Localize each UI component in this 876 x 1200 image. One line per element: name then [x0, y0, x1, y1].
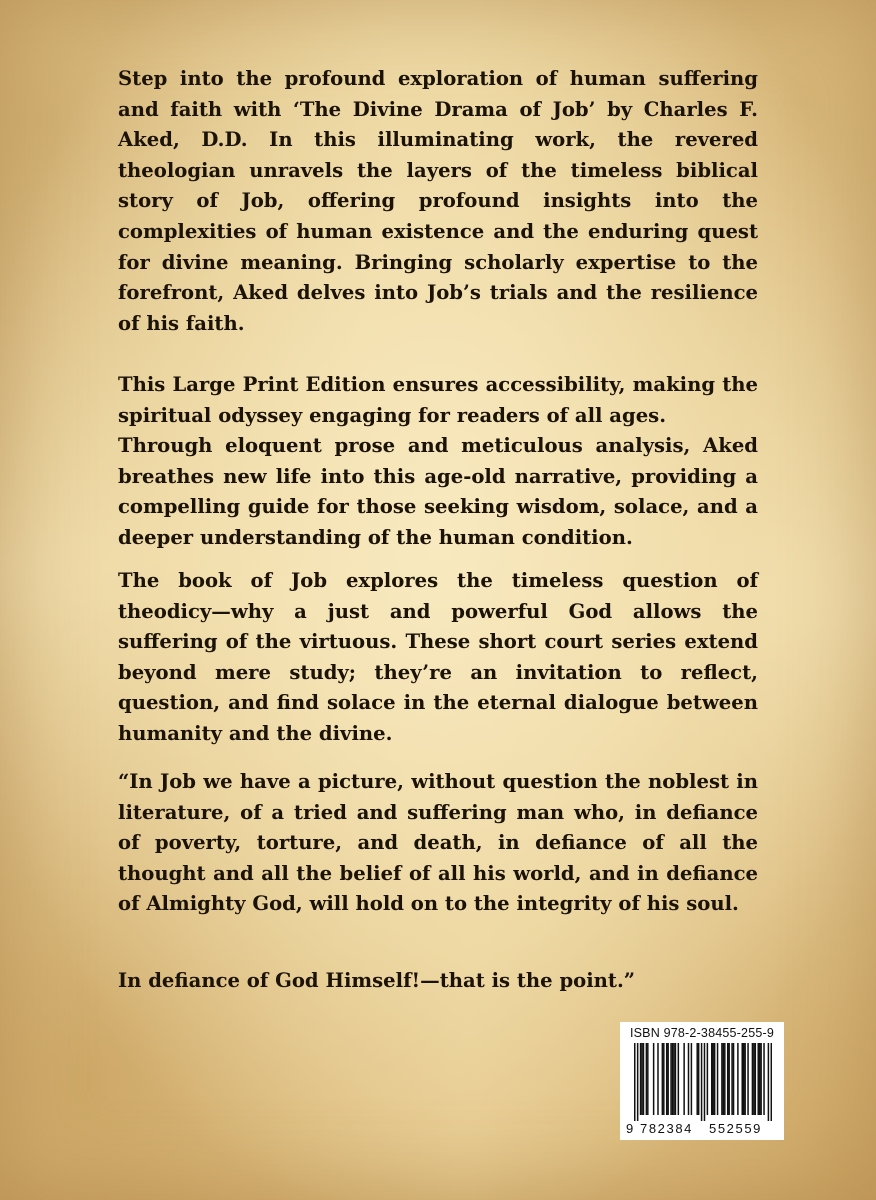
barcode-bar — [771, 1043, 772, 1121]
barcode-bars — [634, 1043, 772, 1121]
barcode-bar — [653, 1043, 655, 1115]
barcode-bar — [663, 1043, 665, 1115]
barcode-bar — [717, 1043, 719, 1115]
barcode-digits-right: 552559 — [709, 1121, 762, 1136]
barcode-bar — [711, 1043, 713, 1115]
barcode-bar — [768, 1043, 770, 1121]
barcode-bar — [753, 1043, 755, 1115]
barcode-bar — [707, 1043, 709, 1115]
barcode-bar — [634, 1043, 636, 1121]
barcode-bar — [667, 1043, 669, 1115]
barcode-bar — [714, 1043, 716, 1115]
barcode-bar — [691, 1043, 693, 1115]
barcode-bar — [657, 1043, 659, 1115]
blurb-paragraph-edition: This Large Print Edition ensures accessibility, making the spiritual odyssey engaging for readers of all ages. — [118, 373, 758, 427]
barcode-bar — [662, 1043, 664, 1115]
barcode-bar — [731, 1043, 733, 1115]
barcode-bar — [647, 1043, 649, 1115]
barcode-bar — [721, 1043, 723, 1115]
barcode-bar — [743, 1043, 745, 1115]
barcode-bar — [637, 1043, 639, 1121]
blurb-paragraph-intro: Step into the profound exploration of human suffering and faith with ‘The Divine Drama of Job’ by Charles F. Aked, D.D. In this illuminating work, the revered theologian unravels the layers of the timeless biblical story of Job, offering profound insights into the complexities of human existence and the enduring quest for divine meaning. Bringing scholarly expertise to the forefront, Aked delves into Job’s trials and the resilience of his faith. — [118, 67, 758, 335]
barcode-bar — [704, 1043, 706, 1121]
barcode-bar — [727, 1043, 729, 1115]
barcode-bar — [643, 1043, 645, 1115]
barcode-bar — [752, 1043, 754, 1115]
barcode-bar — [760, 1043, 762, 1115]
barcode-bar — [675, 1043, 677, 1115]
barcode-bar — [737, 1043, 739, 1115]
barcode-bar — [698, 1043, 700, 1115]
barcode-bar — [678, 1043, 680, 1115]
barcode-digit-lead: 9 — [626, 1121, 634, 1136]
barcode-bar — [741, 1043, 743, 1115]
barcode-bar — [733, 1043, 735, 1115]
barcode-bar — [712, 1043, 714, 1115]
barcode-bar — [666, 1043, 668, 1115]
barcode-bar — [757, 1043, 759, 1115]
isbn-label: ISBN 978-2-38455-255-9 — [629, 1026, 775, 1040]
barcode-bar — [759, 1043, 761, 1115]
barcode-bar — [724, 1043, 726, 1115]
barcode-bar — [755, 1043, 757, 1115]
barcode-digits — [626, 1121, 780, 1137]
barcode-bar — [688, 1043, 690, 1115]
barcode-bar — [646, 1043, 648, 1115]
blurb-quote-closing: In defiance of God Himself!—that is the point.” — [118, 969, 636, 992]
barcode-bar — [744, 1043, 746, 1115]
barcode-bar — [747, 1043, 749, 1115]
barcode-bar — [672, 1043, 674, 1115]
blurb-paragraph-analysis: Through eloquent prose and meticulous analysis, Aked breathes new life into this age-old narrative, providing a compelling guide for those seeking wisdom, solace, and a deeper understanding of the human condition. — [118, 434, 758, 549]
barcode-bar — [728, 1043, 730, 1115]
barcode-bar — [641, 1043, 643, 1115]
barcode-bar — [683, 1043, 685, 1115]
barcode-bar — [640, 1043, 642, 1115]
blurb-paragraph-theodicy: The book of Job explores the timeless question of theodicy—why a just and powerful God allows the suffering of the virtuous. These short court series extend beyond mere study; they’re an invitation to reflect, question, and find solace in the eternal dialogue between humanity and the divine. — [118, 569, 758, 745]
barcode-bar — [723, 1043, 725, 1115]
barcode-digits-left: 782384 — [640, 1121, 693, 1136]
barcode-bar — [696, 1043, 698, 1115]
blurb-quote: “In Job we have a picture, without question the noblest in literature, of a tried and suffering man who, in defiance of poverty, torture, and death, in defiance of all the thought and all the belief of all his world, and in defiance of Almighty God, will hold on to the integrity of his soul. — [118, 770, 758, 916]
barcode-bar — [701, 1043, 703, 1121]
isbn-barcode — [620, 1022, 784, 1140]
barcode-bar — [673, 1043, 675, 1115]
barcode-bar — [670, 1043, 672, 1115]
barcode-bar — [763, 1043, 765, 1115]
